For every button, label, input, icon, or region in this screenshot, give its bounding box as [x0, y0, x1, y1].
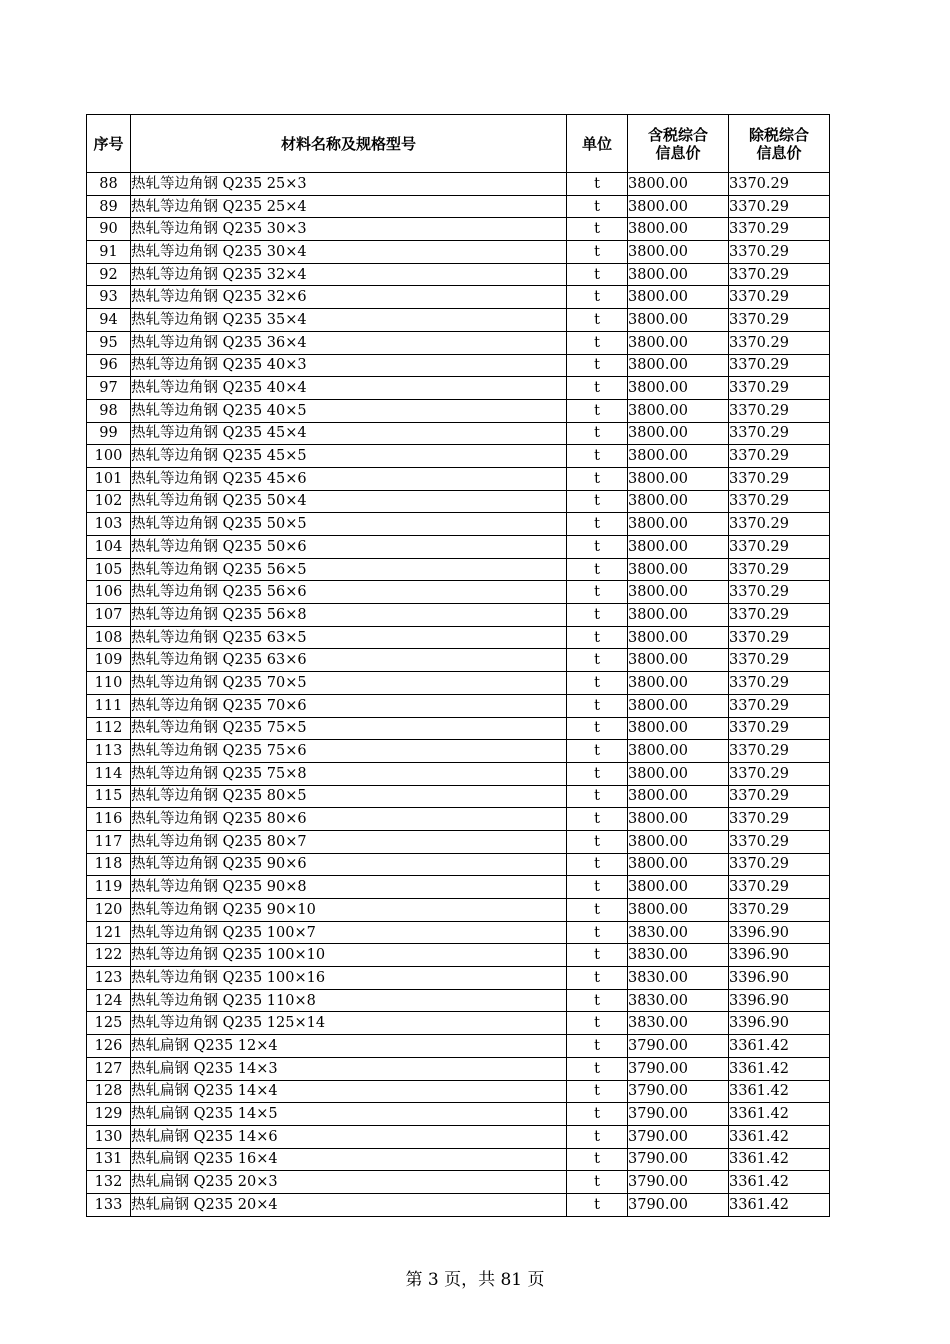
cell-unit: t: [567, 558, 628, 581]
cell-price-with-tax: 3830.00: [628, 989, 729, 1012]
cell-material-name: 热轧扁钢 Q235 16×4: [131, 1148, 567, 1171]
table-row: [87, 762, 830, 785]
cell-material-name: 热轧等边角钢 Q235 80×7: [131, 830, 567, 853]
cell-material-name: 热轧扁钢 Q235 20×4: [131, 1193, 567, 1216]
cell-material-name: 热轧等边角钢 Q235 100×7: [131, 921, 567, 944]
cell-unit: t: [567, 445, 628, 468]
table-body: [87, 173, 830, 1217]
table-row: [87, 626, 830, 649]
cell-price-with-tax: 3800.00: [628, 467, 729, 490]
cell-unit: t: [567, 331, 628, 354]
cell-price-without-tax: 3370.29: [729, 694, 830, 717]
cell-price-with-tax: 3800.00: [628, 785, 729, 808]
cell-price-without-tax: 3370.29: [729, 558, 830, 581]
cell-price-without-tax: 3396.90: [729, 944, 830, 967]
cell-seq: 90: [87, 218, 131, 241]
cell-unit: t: [567, 263, 628, 286]
cell-price-without-tax: 3370.29: [729, 808, 830, 831]
cell-seq: 114: [87, 762, 131, 785]
cell-unit: t: [567, 899, 628, 922]
cell-price-without-tax: 3361.42: [729, 1125, 830, 1148]
table-row: [87, 808, 830, 831]
cell-price-with-tax: 3800.00: [628, 808, 729, 831]
cell-price-with-tax: 3800.00: [628, 422, 729, 445]
cell-unit: t: [567, 830, 628, 853]
cell-price-without-tax: 3370.29: [729, 218, 830, 241]
table-row: [87, 1193, 830, 1216]
cell-price-without-tax: 3370.29: [729, 899, 830, 922]
cell-material-name: 热轧等边角钢 Q235 75×8: [131, 762, 567, 785]
table-row: [87, 1057, 830, 1080]
cell-seq: 111: [87, 694, 131, 717]
table-row: [87, 286, 830, 309]
cell-price-without-tax: 3370.29: [729, 649, 830, 672]
cell-seq: 93: [87, 286, 131, 309]
cell-price-with-tax: 3800.00: [628, 740, 729, 763]
header-price-with-tax-line1: 含税综合: [647, 125, 708, 144]
cell-material-name: 热轧等边角钢 Q235 25×3: [131, 173, 567, 196]
cell-price-with-tax: 3800.00: [628, 263, 729, 286]
cell-seq: 97: [87, 377, 131, 400]
header-material-name: 材料名称及规格型号: [131, 115, 567, 173]
cell-seq: 113: [87, 740, 131, 763]
cell-seq: 92: [87, 263, 131, 286]
table-row: [87, 331, 830, 354]
cell-price-without-tax: 3370.29: [729, 173, 830, 196]
cell-material-name: 热轧等边角钢 Q235 56×6: [131, 581, 567, 604]
cell-price-without-tax: 3370.29: [729, 853, 830, 876]
cell-material-name: 热轧等边角钢 Q235 100×10: [131, 944, 567, 967]
cell-price-without-tax: 3396.90: [729, 1012, 830, 1035]
cell-material-name: 热轧等边角钢 Q235 50×5: [131, 513, 567, 536]
cell-price-with-tax: 3830.00: [628, 944, 729, 967]
cell-material-name: 热轧扁钢 Q235 12×4: [131, 1035, 567, 1058]
cell-material-name: 热轧等边角钢 Q235 125×14: [131, 1012, 567, 1035]
cell-price-with-tax: 3800.00: [628, 626, 729, 649]
cell-price-without-tax: 3396.90: [729, 967, 830, 990]
cell-seq: 115: [87, 785, 131, 808]
table-row: [87, 377, 830, 400]
cell-seq: 126: [87, 1035, 131, 1058]
cell-material-name: 热轧等边角钢 Q235 70×5: [131, 672, 567, 695]
cell-price-without-tax: 3370.29: [729, 762, 830, 785]
cell-seq: 120: [87, 899, 131, 922]
cell-material-name: 热轧等边角钢 Q235 75×5: [131, 717, 567, 740]
cell-price-without-tax: 3370.29: [729, 830, 830, 853]
cell-seq: 118: [87, 853, 131, 876]
table-row: [87, 354, 830, 377]
cell-material-name: 热轧等边角钢 Q235 56×8: [131, 604, 567, 627]
cell-material-name: 热轧等边角钢 Q235 80×5: [131, 785, 567, 808]
cell-price-without-tax: 3370.29: [729, 740, 830, 763]
table-header-row: [87, 115, 830, 173]
cell-price-without-tax: 3370.29: [729, 354, 830, 377]
cell-unit: t: [567, 1125, 628, 1148]
cell-price-with-tax: 3800.00: [628, 445, 729, 468]
table-row: [87, 1148, 830, 1171]
cell-price-with-tax: 3800.00: [628, 717, 729, 740]
cell-unit: t: [567, 808, 628, 831]
cell-material-name: 热轧等边角钢 Q235 40×3: [131, 354, 567, 377]
cell-material-name: 热轧等边角钢 Q235 90×8: [131, 876, 567, 899]
table-row: [87, 740, 830, 763]
cell-seq: 112: [87, 717, 131, 740]
header-price-without-tax-line2: 信息价: [756, 143, 802, 162]
cell-price-without-tax: 3361.42: [729, 1193, 830, 1216]
table-row: [87, 581, 830, 604]
table-row: [87, 513, 830, 536]
cell-seq: 102: [87, 490, 131, 513]
table-row: [87, 830, 830, 853]
cell-material-name: 热轧等边角钢 Q235 50×4: [131, 490, 567, 513]
cell-unit: t: [567, 989, 628, 1012]
cell-unit: t: [567, 1080, 628, 1103]
cell-price-without-tax: 3370.29: [729, 195, 830, 218]
cell-price-without-tax: 3396.90: [729, 921, 830, 944]
cell-material-name: 热轧等边角钢 Q235 45×5: [131, 445, 567, 468]
cell-unit: t: [567, 967, 628, 990]
cell-seq: 129: [87, 1103, 131, 1126]
table-row: [87, 717, 830, 740]
table-row: [87, 785, 830, 808]
cell-price-with-tax: 3800.00: [628, 218, 729, 241]
cell-price-with-tax: 3800.00: [628, 399, 729, 422]
cell-price-with-tax: 3800.00: [628, 173, 729, 196]
cell-unit: t: [567, 604, 628, 627]
cell-seq: 119: [87, 876, 131, 899]
cell-material-name: 热轧等边角钢 Q235 30×3: [131, 218, 567, 241]
cell-price-with-tax: 3800.00: [628, 536, 729, 559]
table-row: [87, 490, 830, 513]
cell-material-name: 热轧等边角钢 Q235 40×5: [131, 399, 567, 422]
cell-price-with-tax: 3800.00: [628, 830, 729, 853]
cell-price-with-tax: 3790.00: [628, 1080, 729, 1103]
header-unit: 单位: [567, 115, 628, 173]
table-row: [87, 558, 830, 581]
cell-seq: 95: [87, 331, 131, 354]
table-row: [87, 1125, 830, 1148]
cell-unit: t: [567, 740, 628, 763]
cell-price-with-tax: 3800.00: [628, 354, 729, 377]
cell-unit: t: [567, 1148, 628, 1171]
cell-price-without-tax: 3370.29: [729, 377, 830, 400]
cell-price-without-tax: 3370.29: [729, 309, 830, 332]
cell-material-name: 热轧等边角钢 Q235 110×8: [131, 989, 567, 1012]
cell-price-with-tax: 3800.00: [628, 286, 729, 309]
cell-seq: 107: [87, 604, 131, 627]
cell-price-with-tax: 3800.00: [628, 876, 729, 899]
cell-unit: t: [567, 581, 628, 604]
cell-price-without-tax: 3370.29: [729, 286, 830, 309]
cell-seq: 99: [87, 422, 131, 445]
cell-material-name: 热轧扁钢 Q235 20×3: [131, 1171, 567, 1194]
table-row: [87, 1103, 830, 1126]
cell-price-with-tax: 3800.00: [628, 558, 729, 581]
cell-seq: 125: [87, 1012, 131, 1035]
cell-price-with-tax: 3790.00: [628, 1193, 729, 1216]
cell-price-without-tax: 3396.90: [729, 989, 830, 1012]
table-row: [87, 1012, 830, 1035]
table-row: [87, 1080, 830, 1103]
cell-seq: 96: [87, 354, 131, 377]
cell-unit: t: [567, 377, 628, 400]
cell-seq: 88: [87, 173, 131, 196]
cell-unit: t: [567, 195, 628, 218]
cell-unit: t: [567, 762, 628, 785]
cell-seq: 98: [87, 399, 131, 422]
cell-unit: t: [567, 399, 628, 422]
cell-material-name: 热轧等边角钢 Q235 32×6: [131, 286, 567, 309]
cell-seq: 124: [87, 989, 131, 1012]
table-row: [87, 309, 830, 332]
table-row: [87, 218, 830, 241]
cell-price-without-tax: 3361.42: [729, 1148, 830, 1171]
cell-price-without-tax: 3370.29: [729, 422, 830, 445]
cell-price-with-tax: 3800.00: [628, 762, 729, 785]
cell-price-with-tax: 3800.00: [628, 195, 729, 218]
table-row: [87, 195, 830, 218]
cell-material-name: 热轧等边角钢 Q235 75×6: [131, 740, 567, 763]
table-row: [87, 672, 830, 695]
cell-unit: t: [567, 513, 628, 536]
cell-unit: t: [567, 1035, 628, 1058]
cell-seq: 100: [87, 445, 131, 468]
cell-seq: 89: [87, 195, 131, 218]
cell-unit: t: [567, 536, 628, 559]
cell-seq: 91: [87, 241, 131, 264]
cell-price-without-tax: 3370.29: [729, 241, 830, 264]
cell-price-without-tax: 3370.29: [729, 513, 830, 536]
cell-price-with-tax: 3800.00: [628, 309, 729, 332]
cell-material-name: 热轧等边角钢 Q235 45×6: [131, 467, 567, 490]
table-row: [87, 399, 830, 422]
cell-unit: t: [567, 694, 628, 717]
cell-price-without-tax: 3361.42: [729, 1035, 830, 1058]
cell-price-without-tax: 3361.42: [729, 1171, 830, 1194]
cell-material-name: 热轧扁钢 Q235 14×4: [131, 1080, 567, 1103]
table-row: [87, 173, 830, 196]
cell-unit: t: [567, 1103, 628, 1126]
cell-price-without-tax: 3370.29: [729, 672, 830, 695]
cell-price-without-tax: 3370.29: [729, 785, 830, 808]
cell-unit: t: [567, 626, 628, 649]
cell-unit: t: [567, 354, 628, 377]
cell-price-without-tax: 3361.42: [729, 1080, 830, 1103]
table-row: [87, 467, 830, 490]
cell-seq: 116: [87, 808, 131, 831]
header-price-without-tax-line1: 除税综合: [748, 125, 809, 144]
table-row: [87, 921, 830, 944]
cell-seq: 130: [87, 1125, 131, 1148]
table-row: [87, 967, 830, 990]
cell-material-name: 热轧等边角钢 Q235 70×6: [131, 694, 567, 717]
cell-unit: t: [567, 286, 628, 309]
table-row: [87, 1171, 830, 1194]
cell-price-without-tax: 3370.29: [729, 536, 830, 559]
cell-price-with-tax: 3800.00: [628, 672, 729, 695]
cell-price-with-tax: 3800.00: [628, 331, 729, 354]
table-row: [87, 604, 830, 627]
cell-price-with-tax: 3830.00: [628, 921, 729, 944]
cell-seq: 128: [87, 1080, 131, 1103]
cell-seq: 110: [87, 672, 131, 695]
cell-seq: 132: [87, 1171, 131, 1194]
cell-unit: t: [567, 853, 628, 876]
cell-price-without-tax: 3370.29: [729, 581, 830, 604]
cell-unit: t: [567, 422, 628, 445]
table-row: [87, 1035, 830, 1058]
header-price-with-tax: [628, 115, 729, 173]
cell-unit: t: [567, 467, 628, 490]
cell-seq: 103: [87, 513, 131, 536]
cell-unit: t: [567, 944, 628, 967]
cell-price-without-tax: 3370.29: [729, 467, 830, 490]
cell-material-name: 热轧等边角钢 Q235 100×16: [131, 967, 567, 990]
cell-price-without-tax: 3370.29: [729, 399, 830, 422]
header-price-with-tax-line2: 信息价: [655, 143, 701, 162]
cell-price-without-tax: 3361.42: [729, 1057, 830, 1080]
cell-price-without-tax: 3370.29: [729, 445, 830, 468]
cell-material-name: 热轧等边角钢 Q235 30×4: [131, 241, 567, 264]
cell-seq: 117: [87, 830, 131, 853]
cell-price-with-tax: 3790.00: [628, 1103, 729, 1126]
cell-unit: t: [567, 785, 628, 808]
cell-price-without-tax: 3370.29: [729, 876, 830, 899]
cell-seq: 106: [87, 581, 131, 604]
cell-material-name: 热轧等边角钢 Q235 36×4: [131, 331, 567, 354]
cell-price-with-tax: 3800.00: [628, 241, 729, 264]
cell-unit: t: [567, 649, 628, 672]
cell-seq: 94: [87, 309, 131, 332]
cell-unit: t: [567, 1012, 628, 1035]
table-row: [87, 853, 830, 876]
cell-unit: t: [567, 921, 628, 944]
table-row: [87, 536, 830, 559]
cell-price-without-tax: 3361.42: [729, 1103, 830, 1126]
cell-price-with-tax: 3790.00: [628, 1057, 729, 1080]
cell-material-name: 热轧等边角钢 Q235 40×4: [131, 377, 567, 400]
cell-price-without-tax: 3370.29: [729, 331, 830, 354]
cell-material-name: 热轧等边角钢 Q235 25×4: [131, 195, 567, 218]
cell-price-with-tax: 3800.00: [628, 694, 729, 717]
cell-price-with-tax: 3800.00: [628, 899, 729, 922]
cell-price-with-tax: 3800.00: [628, 490, 729, 513]
cell-unit: t: [567, 672, 628, 695]
cell-unit: t: [567, 876, 628, 899]
cell-material-name: 热轧等边角钢 Q235 35×4: [131, 309, 567, 332]
table-row: [87, 241, 830, 264]
cell-material-name: 热轧等边角钢 Q235 50×6: [131, 536, 567, 559]
cell-price-with-tax: 3800.00: [628, 377, 729, 400]
table-row: [87, 694, 830, 717]
cell-material-name: 热轧等边角钢 Q235 63×5: [131, 626, 567, 649]
cell-unit: t: [567, 717, 628, 740]
table-row: [87, 944, 830, 967]
table-row: [87, 445, 830, 468]
cell-unit: t: [567, 173, 628, 196]
cell-material-name: 热轧等边角钢 Q235 80×6: [131, 808, 567, 831]
header-price-without-tax: [729, 115, 830, 173]
cell-seq: 109: [87, 649, 131, 672]
cell-price-with-tax: 3830.00: [628, 967, 729, 990]
cell-seq: 101: [87, 467, 131, 490]
cell-seq: 123: [87, 967, 131, 990]
cell-seq: 104: [87, 536, 131, 559]
cell-unit: t: [567, 218, 628, 241]
cell-seq: 105: [87, 558, 131, 581]
table-row: [87, 876, 830, 899]
cell-seq: 133: [87, 1193, 131, 1216]
cell-price-with-tax: 3790.00: [628, 1171, 729, 1194]
cell-unit: t: [567, 1171, 628, 1194]
cell-price-with-tax: 3800.00: [628, 853, 729, 876]
cell-seq: 121: [87, 921, 131, 944]
cell-material-name: 热轧等边角钢 Q235 63×6: [131, 649, 567, 672]
cell-price-with-tax: 3800.00: [628, 604, 729, 627]
cell-price-with-tax: 3800.00: [628, 649, 729, 672]
cell-material-name: 热轧扁钢 Q235 14×6: [131, 1125, 567, 1148]
cell-price-with-tax: 3790.00: [628, 1148, 729, 1171]
cell-material-name: 热轧等边角钢 Q235 32×4: [131, 263, 567, 286]
table-row: [87, 422, 830, 445]
table-row: [87, 899, 830, 922]
page-footer: 第 3 页，共 81 页: [405, 1270, 545, 1290]
cell-material-name: 热轧等边角钢 Q235 56×5: [131, 558, 567, 581]
cell-price-with-tax: 3790.00: [628, 1035, 729, 1058]
cell-material-name: 热轧扁钢 Q235 14×3: [131, 1057, 567, 1080]
cell-price-without-tax: 3370.29: [729, 490, 830, 513]
table-row: [87, 263, 830, 286]
cell-material-name: 热轧等边角钢 Q235 90×6: [131, 853, 567, 876]
cell-price-without-tax: 3370.29: [729, 604, 830, 627]
cell-unit: t: [567, 490, 628, 513]
cell-seq: 127: [87, 1057, 131, 1080]
cell-unit: t: [567, 241, 628, 264]
cell-price-without-tax: 3370.29: [729, 626, 830, 649]
cell-unit: t: [567, 1193, 628, 1216]
cell-price-without-tax: 3370.29: [729, 717, 830, 740]
cell-price-with-tax: 3800.00: [628, 581, 729, 604]
cell-material-name: 热轧等边角钢 Q235 90×10: [131, 899, 567, 922]
cell-price-without-tax: 3370.29: [729, 263, 830, 286]
cell-price-with-tax: 3790.00: [628, 1125, 729, 1148]
cell-seq: 131: [87, 1148, 131, 1171]
cell-seq: 122: [87, 944, 131, 967]
price-table: [86, 114, 830, 1217]
cell-price-with-tax: 3800.00: [628, 513, 729, 536]
cell-seq: 108: [87, 626, 131, 649]
cell-unit: t: [567, 309, 628, 332]
header-seq: 序号: [87, 115, 131, 173]
table-row: [87, 649, 830, 672]
cell-price-with-tax: 3830.00: [628, 1012, 729, 1035]
table-row: [87, 989, 830, 1012]
cell-unit: t: [567, 1057, 628, 1080]
cell-material-name: 热轧扁钢 Q235 14×5: [131, 1103, 567, 1126]
cell-material-name: 热轧等边角钢 Q235 45×4: [131, 422, 567, 445]
